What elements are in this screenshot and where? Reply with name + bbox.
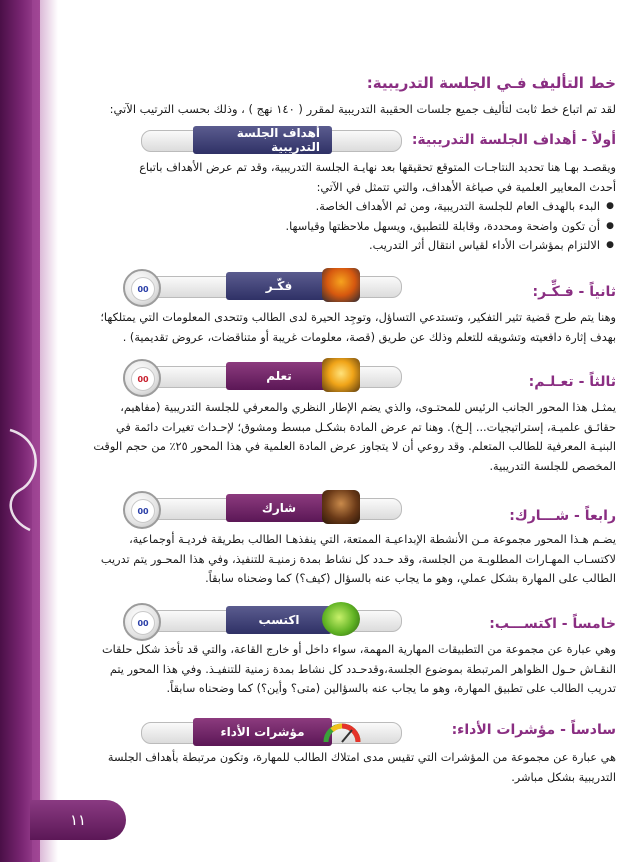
acquire-line: تدريب الطالب على تطبيق المهارة، وهو ما يجاب عنه بالسؤالين (متى؟ وأين؟) كما وضحناه سابقاً. <box>166 682 616 695</box>
section-text-share <box>55 530 616 589</box>
banner-label: فكّـر <box>226 272 332 300</box>
intro-text: لقد تم اتباع خط ثابت لتأليف جميع جلسات الحقيبة التدريبية لمقرر ( ١٤٠ نهج ) ، وذلك بحسب الترتيب الآتي: <box>109 102 616 116</box>
apple-icon <box>322 602 360 636</box>
timer-icon: 00 <box>123 603 161 641</box>
brain-icon <box>322 268 360 302</box>
gauge-icon <box>322 716 362 746</box>
banner-session-goals <box>123 126 402 154</box>
section-text-goals <box>55 158 616 256</box>
think-line: وهنا يتم طرح قضية تثير التفكير، وتستدعي التساؤل، وتوجِد الحيرة لدى الطالب وتتحدى المعلومات التي يمتلكها؛ <box>100 311 616 324</box>
goals-line: ويقصـد بهـا هنا تحديد النتاجـات المتوقع تحقيقها بعد نهايـة الجلسة التدريبية، وقد تم عرض الأهداف باتباع <box>139 161 616 174</box>
bullet-item: ● أن تكون واضحة ومحددة، وقابلة للتطبيق، ويسهل ملاحظتها وقياسها. <box>55 217 600 237</box>
section-title-acquire: خامساً - اكتســـب: <box>489 616 616 632</box>
section-text-acquire <box>55 640 616 699</box>
banner-label: أهداف الجلسة التدريبية <box>193 126 332 154</box>
section-text-learn <box>55 398 616 476</box>
banner-label: مؤشرات الأداء <box>193 718 332 746</box>
share-line: يضـم هـذا المحور مجموعة مـن الأنشطة الإبداعيـة الممتعة، التي ينفذهـا الطالب بطريقة فرديـة أوجماعية، <box>129 533 616 546</box>
banner-performance-indicators <box>123 718 402 744</box>
section-title-goals: أولاً - أهداف الجلسة التدريبية: <box>411 132 616 148</box>
banner-acquire <box>123 606 402 634</box>
section-title-learn: ثالثاً - تعـلـم: <box>528 374 616 390</box>
timer-icon: 00 <box>123 359 161 397</box>
indicators-line: هي عبارة عن مجموعة من المؤشرات التي تقيس مدى امتلاك الطالب للمهارة، وتكون مرتبطة بأهداف الجلسة <box>107 751 616 764</box>
section-title-think: ثانياً - فـكِّـر: <box>532 284 616 300</box>
learn-line: البنيـة المعرفية للطالب المتعلم. وقد روعي أن لا يتجاوز عرض المادة العلمية في هذا المحور ٢٥٪ من حجم الوقت <box>93 440 616 453</box>
page-title: خط التأليف فـي الجلسة التدريبية: <box>366 74 616 92</box>
indicators-line: التدريبية بشكل مباشر. <box>511 770 616 784</box>
share-line: لاكتسـاب المهـارات المطلوبـة من الجلسة، وقد حـدد كل نشاط بمدة زمنيـة للتنفيذ، وفي هذا المحـور يتم تدريب <box>100 552 616 566</box>
learn-line: حقائـق علميـة، إستراتيجيات... إلـخ). وهنا تم عرض المادة بشكـل مبسط ومشوق؛ لإحـداث تغيرات دائمة في <box>116 420 616 434</box>
bullet-item: ● الالتزام بمؤشرات الأداء لقياس انتقال أثر التدريب. <box>55 236 600 256</box>
section-text-indicators <box>55 748 616 787</box>
timer-icon: 00 <box>123 269 161 307</box>
banner-label: شارك <box>226 494 332 522</box>
lightbulb-icon <box>322 358 360 392</box>
goals-bullet-list <box>55 197 616 256</box>
banner-learn <box>123 362 402 390</box>
banner-label: تعلم <box>226 362 332 390</box>
acquire-line: النقـاش حـول الظواهر المرتبطة بموضوع الجلسة،وقدحـدد كل نشاط بمدة زمنية للتنفيـذ. وفي هذا المحور يتم <box>109 662 616 676</box>
swirl-ornament <box>0 420 60 540</box>
bullet-item: ● البدء بالهدف العام للجلسة التدريبية، ومن ثم الأهداف الخاصة. <box>55 197 600 217</box>
banner-label: اكتسب <box>226 606 332 634</box>
page-number: ١١ <box>30 800 126 840</box>
learn-line: المخصص للجلسة التدريبية. <box>489 459 616 473</box>
hands-icon <box>322 490 360 524</box>
section-title-share: رابعاً - شـــارك: <box>509 508 616 524</box>
page-content <box>55 0 616 862</box>
share-line: الطالب على المهارة بشكل عملي، وهو ما يجاب عنه بالسؤال (كيف؟) كما وضحناه سابقاً. <box>205 572 616 585</box>
banner-think <box>123 272 402 300</box>
section-text-think <box>55 308 616 347</box>
acquire-line: وهي عبارة عن مجموعة من التطبيقات المهارية المهمة، سواء داخل أو خارج القاعة، والتي قد تأخذ شكل حلقات <box>101 643 616 656</box>
goals-line: أحدث المعايير العلمية في صياغة الأهداف، والتي تتمثل في الآتي: <box>316 180 616 194</box>
timer-icon: 00 <box>123 491 161 529</box>
banner-share <box>123 494 402 522</box>
section-title-indicators: سادساً - مؤشرات الأداء: <box>451 722 616 738</box>
think-line: بهدف إثارة دافعيته وتشويقه للتعلم وذلك عن طريق (قصة، معلومات غريبة أو متناقضات، عروض تقديمية) . <box>122 330 616 344</box>
learn-line: يمثـل هذا المحور الجانب الرئيس للمحتـوى، والذي يضم الإطار النظري والمعرفي للجلسة التدريبية (مفاهيم، <box>120 401 616 414</box>
